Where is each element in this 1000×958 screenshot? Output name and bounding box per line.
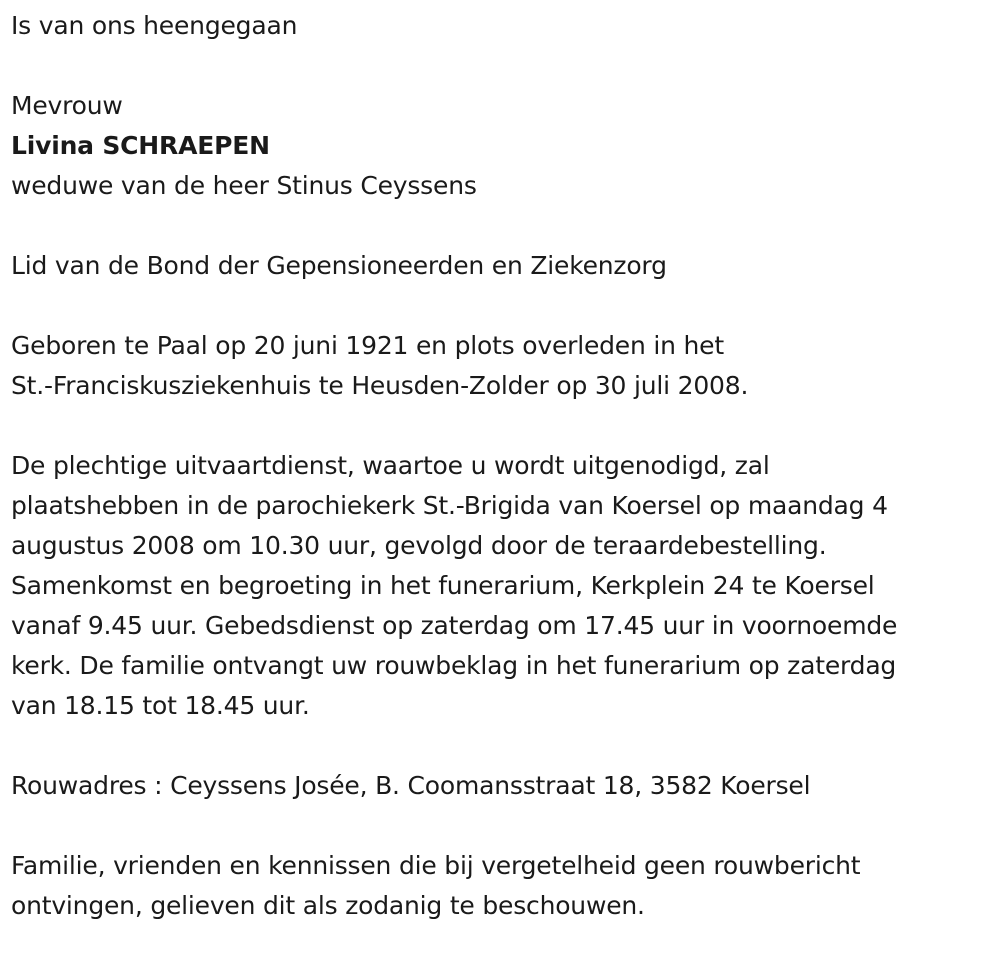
paragraph-line: vanaf 9.45 uur. Gebedsdienst op zaterdag om 17.45 uur in voornoemde (11, 611, 898, 640)
mourning-address: Rouwadres : Ceyssens Josée, B. Coomansstraat 18, 3582 Koersel (11, 771, 811, 800)
title-prefix: Mevrouw (11, 91, 123, 120)
paragraph-line: Familie, vrienden en kennissen die bij vergetelheid geen rouwbericht (11, 851, 861, 880)
spacer (11, 286, 986, 326)
closing-paragraph (11, 846, 986, 926)
funeral-paragraph (11, 446, 986, 726)
paragraph-line: kerk. De familie ontvangt uw rouwbeklag in het funerarium op zaterdag (11, 651, 897, 680)
paragraph-line: St.-Franciskusziekenhuis te Heusden-Zolder op 30 juli 2008. (11, 371, 749, 400)
spacer (11, 406, 986, 446)
paragraph-line: Samenkomst en begroeting in het funerarium, Kerkplein 24 te Koersel (11, 571, 875, 600)
spacer (11, 206, 986, 246)
intro-text: Is van ons heengegaan (11, 11, 298, 40)
paragraph-line: De plechtige uitvaartdienst, waartoe u wordt uitgenodigd, zal (11, 451, 770, 480)
paragraph-line: ontvingen, gelieven dit als zodanig te beschouwen. (11, 891, 645, 920)
spacer (11, 726, 986, 766)
paragraph-line: plaatshebben in de parochiekerk St.-Brigida van Koersel op maandag 4 (11, 491, 888, 520)
obituary-document (11, 0, 986, 926)
paragraph-line: Geboren te Paal op 20 juni 1921 en plots overleden in het (11, 331, 724, 360)
deceased-name: Livina SCHRAEPEN (11, 131, 270, 160)
spouse-text: weduwe van de heer Stinus Ceyssens (11, 171, 477, 200)
paragraph-line: augustus 2008 om 10.30 uur, gevolgd door de teraardebestelling. (11, 531, 827, 560)
spacer (11, 806, 986, 846)
paragraph-line: van 18.15 tot 18.45 uur. (11, 691, 310, 720)
birth-death-paragraph (11, 326, 986, 406)
spacer (11, 46, 986, 86)
membership-text: Lid van de Bond der Gepensioneerden en Ziekenzorg (11, 251, 667, 280)
